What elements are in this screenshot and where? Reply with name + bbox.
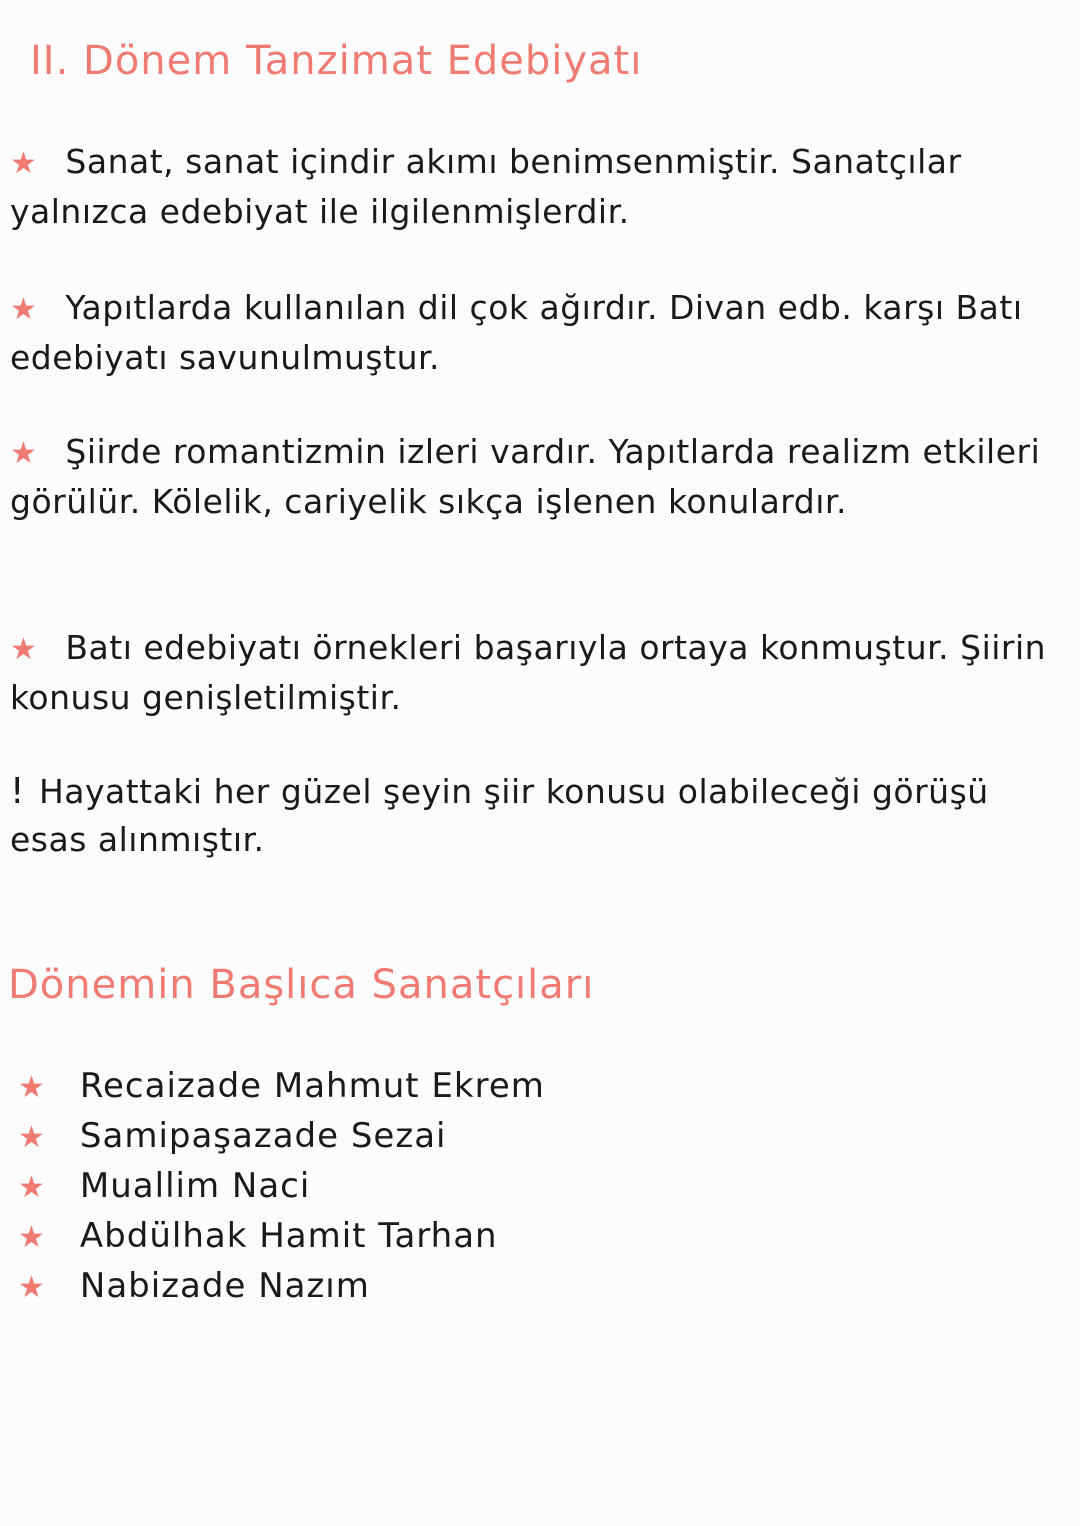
artist-name: Samipaşazade Sezai xyxy=(79,1116,447,1156)
note-item xyxy=(10,768,1050,864)
artist-name: Recaizade Mahmut Ekrem xyxy=(79,1066,545,1106)
exclamation-icon: ! xyxy=(10,771,25,812)
star-icon: ★ xyxy=(18,1220,46,1255)
star-icon: ★ xyxy=(18,1070,46,1105)
artist-name: Nabizade Nazım xyxy=(79,1266,370,1306)
list-item xyxy=(18,1212,545,1262)
note-text: Sanat, sanat içindir akımı benimsenmiştir. Sanatçılar yalnızca edebiyat ile ilgilenmişlerdir. xyxy=(10,142,962,231)
artists-list xyxy=(18,1062,545,1312)
note-item xyxy=(10,428,1050,526)
star-icon: ★ xyxy=(18,1170,46,1205)
list-item xyxy=(18,1162,545,1212)
star-icon: ★ xyxy=(10,632,38,667)
star-icon: ★ xyxy=(18,1270,46,1305)
artists-heading: Dönemin Başlıca Sanatçıları xyxy=(8,962,595,1008)
artist-name: Muallim Naci xyxy=(79,1166,311,1206)
list-item xyxy=(18,1262,545,1312)
artist-name: Abdülhak Hamit Tarhan xyxy=(79,1216,498,1256)
note-item xyxy=(10,624,1050,722)
note-text: Hayattaki her güzel şeyin şiir konusu olabileceği görüşü esas alınmıştır. xyxy=(10,772,989,859)
note-text: Yapıtlarda kullanılan dil çok ağırdır. Divan edb. karşı Batı edebiyatı savunulmuştur. xyxy=(10,288,1023,377)
note-item xyxy=(10,138,1050,236)
star-icon: ★ xyxy=(10,146,38,181)
note-text: Batı edebiyatı örnekleri başarıyla ortaya konmuştur. Şiirin konusu genişletilmiştir. xyxy=(10,628,1047,717)
note-item xyxy=(10,284,1050,382)
list-item xyxy=(18,1112,545,1162)
star-icon: ★ xyxy=(10,436,38,471)
list-item xyxy=(18,1062,545,1112)
star-icon: ★ xyxy=(18,1120,46,1155)
page-title: II. Dönem Tanzimat Edebiyatı xyxy=(30,38,643,84)
star-icon: ★ xyxy=(10,292,38,327)
note-text: Şiirde romantizmin izleri vardır. Yapıtlarda realizm etkileri görülür. Kölelik, cariyelik sıkça işlenen konulardır. xyxy=(10,432,1041,521)
